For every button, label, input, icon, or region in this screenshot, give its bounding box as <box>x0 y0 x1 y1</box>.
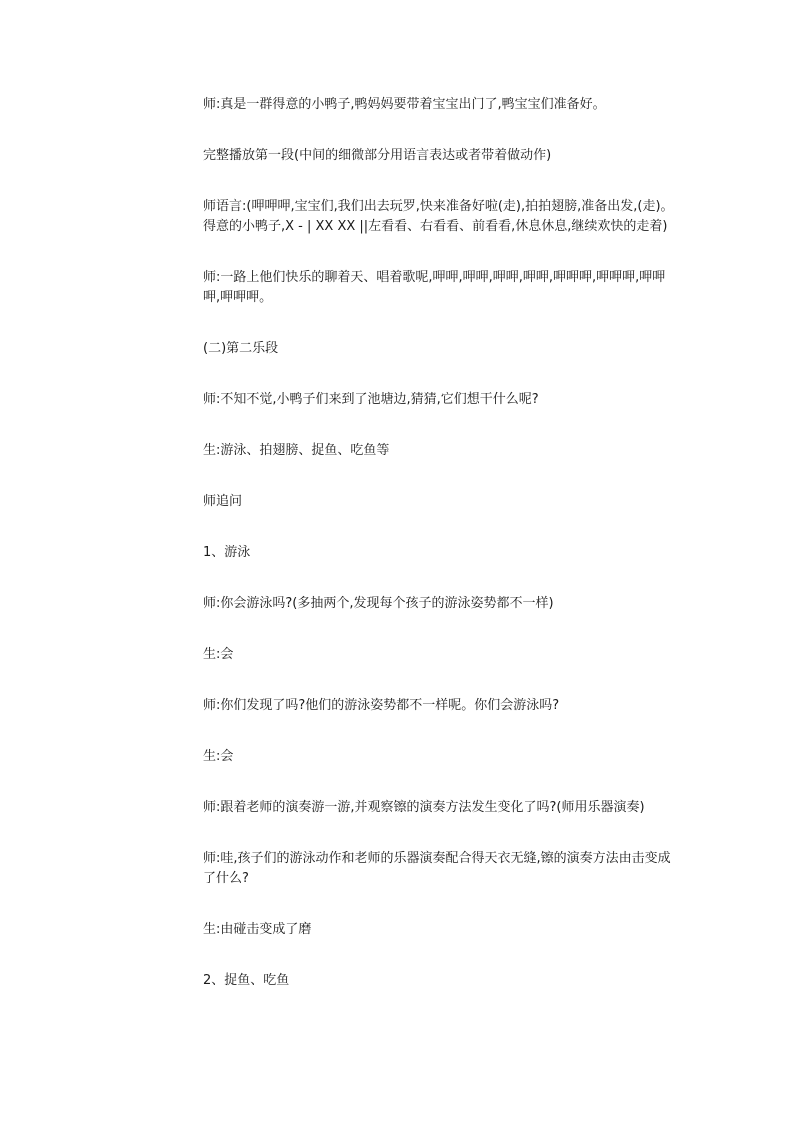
document-body <box>203 95 675 1022</box>
paragraph-student-answer-activities: 生:游泳、拍翅膀、捉鱼、吃鱼等 <box>203 443 390 458</box>
section-heading-second-part: (二)第二乐段 <box>203 341 279 356</box>
paragraph-follow-performance: 师:跟着老师的演奏游一游,并观察镲的演奏方法发生变化了吗?(师用乐器演奏) <box>203 800 645 815</box>
paragraph-can-you-swim: 师:你会游泳吗?(多抽两个,发现每个孩子的游泳姿势都不一样) <box>203 596 554 611</box>
paragraph-swimming-differs: 师:你们发现了吗?他们的游泳姿势都不一样呢。你们会游泳吗? <box>203 698 560 713</box>
paragraph-play-first-section: 完整播放第一段(中间的细微部分用语言表达或者带着做动作) <box>203 148 552 163</box>
paragraph-pond-question: 师:不知不觉,小鸭子们来到了池塘边,猜猜,它们想干什么呢? <box>203 392 539 407</box>
paragraph-teacher-language: 师语言:(呷呷呷,宝宝们,我们出去玩罗,快来准备好啦(走),拍拍翅膀,准备出发,(走)。得意的小鸭子,X - | XX XX ||左看看、右看看、前看看,休息休息,继续欢快的走着) <box>203 199 674 234</box>
paragraph-student-yes-1: 生:会 <box>203 647 234 662</box>
paragraph-student-cymbal-answer: 生:由碰击变成了磨 <box>203 922 312 937</box>
paragraph-chatting-singing: 师:一路上他们快乐的聊着天、唱着歌呢,呷呷,呷呷,呷呷,呷呷,呷呷呷,呷呷呷,呷呷呷,呷呷呷。 <box>203 270 666 305</box>
paragraph-teacher-follow-up: 师追问 <box>203 494 243 509</box>
subheading-catch-eat-fish: 2、捉鱼、吃鱼 <box>203 973 290 988</box>
paragraph-teacher-ducklings-ready: 师:真是一群得意的小鸭子,鸭妈妈要带着宝宝出门了,鸭宝宝们准备好。 <box>203 97 606 112</box>
paragraph-cymbal-method-question: 师:哇,孩子们的游泳动作和老师的乐器演奏配合得天衣无缝,镲的演奏方法由击变成了什么? <box>203 851 671 886</box>
subheading-swimming: 1、游泳 <box>203 545 251 560</box>
paragraph-student-yes-2: 生:会 <box>203 749 234 764</box>
